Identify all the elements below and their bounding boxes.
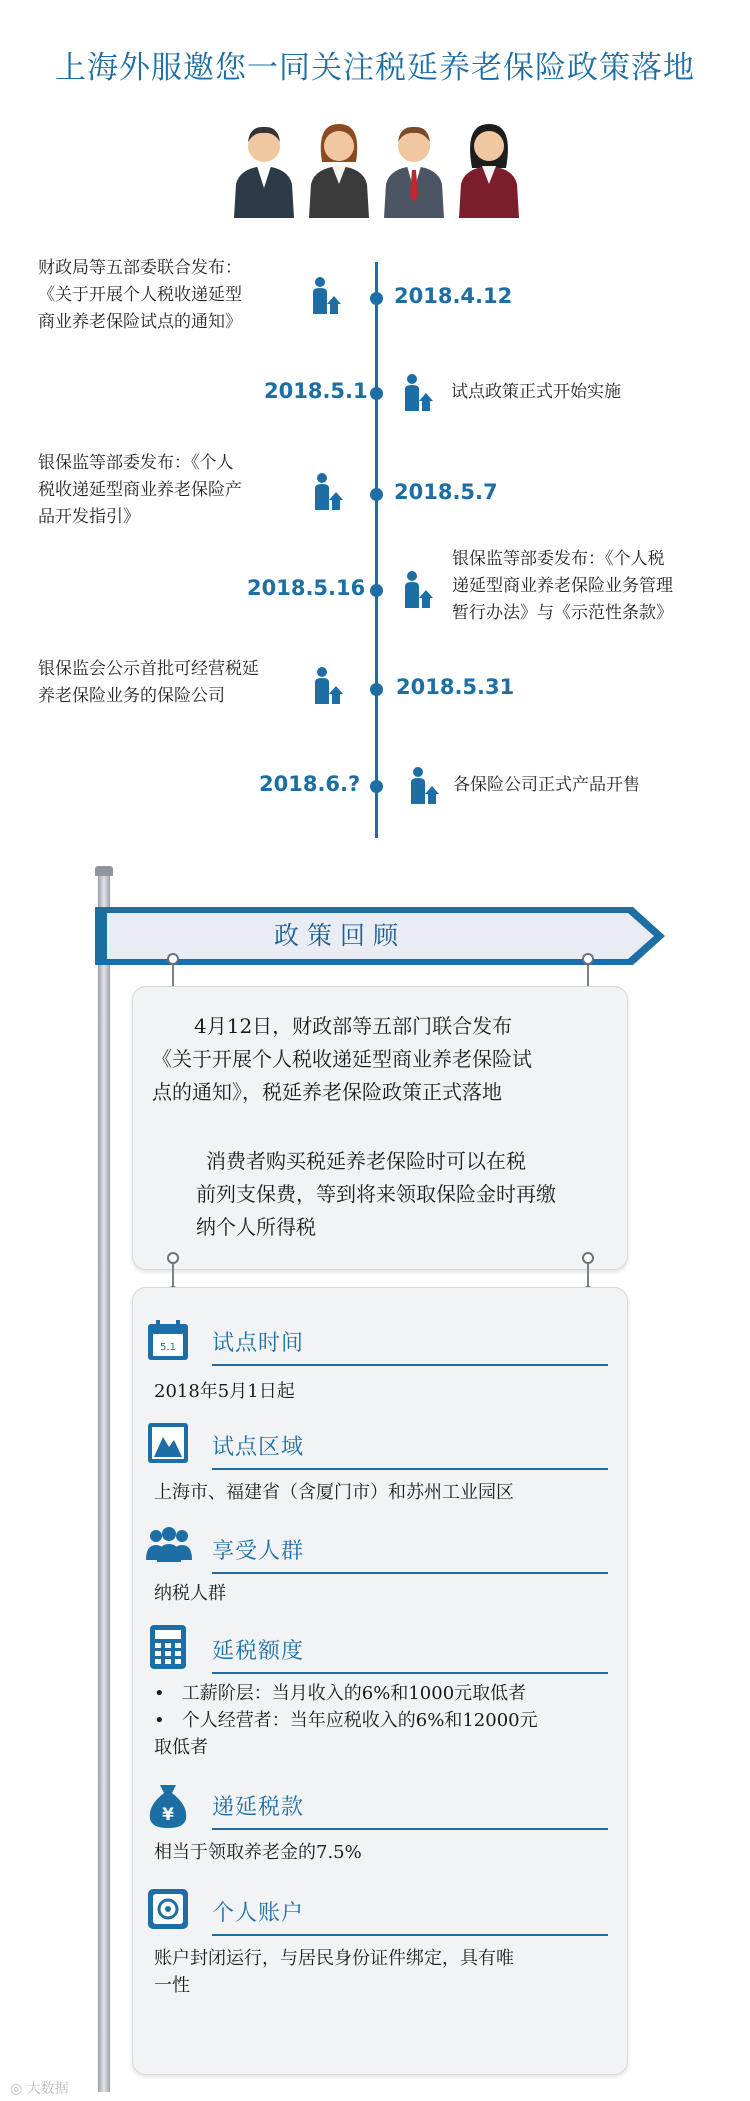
hanging-pin (167, 1252, 179, 1264)
people-up-icon (310, 276, 344, 316)
account-value: 账户封闭运行，与居民身份证件绑定，具有唯 一性 (154, 1948, 514, 1996)
timeline-date: 2018.5.31 (396, 675, 515, 699)
man-avatar-icon (234, 127, 294, 218)
svg-text:¥: ¥ (162, 1805, 174, 1825)
people-up-icon (402, 570, 436, 610)
deduction-bullet-self-employed: • 个人经营者：当年应税收入的6%和12000元 取低者 (154, 1710, 538, 1758)
people-up-icon (402, 373, 436, 413)
woman-black-hair-avatar-icon (459, 124, 519, 218)
timeline-event-text: 银保监等部委发布：《个人税 递延型商业养老保险业务管理 暂行办法》与《示范性条款》 (452, 549, 673, 623)
timeline-event-text: 财政局等五部委联合发布： 《关于开展个人税收递延型 商业养老保险试点的通知》 (38, 258, 242, 332)
businessman-avatar-icon (384, 127, 444, 218)
people-up-icon (408, 766, 442, 806)
mountain-icon (146, 1421, 190, 1465)
timeline-dot (370, 488, 383, 501)
timeline-event-text: 试点政策正式开始实施 (451, 382, 621, 402)
safe-icon (146, 1887, 190, 1931)
timeline-dot (370, 292, 383, 305)
review-paragraph-2: 消费者购买税延养老保险时可以在税 前列支保费，等到将来领取保险金时再缴 纳个人所得税 (196, 1149, 556, 1239)
section-title-deduction: 延税额度 (212, 1639, 305, 1664)
pilot-area-value: 上海市、福建省（含厦门市）和苏州工业园区 (154, 1482, 514, 1503)
section-divider (212, 1468, 608, 1470)
section-divider (212, 1828, 608, 1830)
section-title-deferred-tax: 递延税款 (212, 1795, 305, 1820)
hanging-pin (167, 953, 179, 965)
page-title: 上海外服邀您一同关注税延养老保险政策落地 (55, 50, 695, 86)
timeline-date: 2018.5.1 (264, 379, 368, 403)
timeline-dot (370, 683, 383, 696)
timeline-dot (370, 584, 383, 597)
beneficiaries-value: 纳税人群 (154, 1583, 226, 1604)
review-banner-title: 政策回顾 (273, 921, 406, 950)
signpost-pole (98, 866, 110, 2092)
timeline-date: 2018.5.16 (247, 576, 366, 600)
timeline-dot (370, 387, 383, 400)
group-icon (146, 1526, 192, 1562)
watermark-logo-icon: ◎ (10, 2081, 23, 2097)
section-title-beneficiaries: 享受人群 (212, 1539, 305, 1564)
section-title-pilot-time: 试点时间 (212, 1331, 305, 1356)
deferred-tax-value: 相当于领取养老金的7.5% (154, 1842, 362, 1863)
timeline-event-text: 各保险公司正式产品开售 (453, 775, 640, 795)
section-divider (212, 1672, 608, 1674)
section-divider (212, 1572, 608, 1574)
timeline-event-text: 银保监会公示首批可经营税延 养老保险业务的保险公司 (38, 659, 259, 706)
bullet-dot: • (154, 1683, 182, 1704)
calendar-icon (146, 1318, 190, 1362)
bullet-dot: • (154, 1710, 182, 1731)
section-divider (212, 1364, 608, 1366)
hanging-pin (582, 953, 594, 965)
calculator-icon (148, 1625, 188, 1669)
people-up-icon (312, 666, 346, 706)
people-illustration (226, 118, 526, 218)
signpost-pole-cap (95, 866, 113, 876)
svg-text:5.1: 5.1 (160, 1342, 176, 1353)
woman-avatar-icon (309, 124, 369, 218)
timeline-event-text: 银保监等部委发布：《个人 税收递延型商业养老保险产 品开发指引》 (38, 453, 242, 527)
timeline-date: 2018.5.7 (394, 480, 498, 504)
deduction-bullet-salaried: • 工薪阶层：当月收入的6%和1000元取低者 (154, 1683, 527, 1704)
timeline-dot (370, 780, 383, 793)
watermark: ◎ 大数据 (10, 2081, 69, 2097)
timeline-axis (375, 262, 378, 838)
money-bag-icon (146, 1781, 190, 1829)
hanging-pin (582, 1252, 594, 1264)
section-divider (212, 1934, 608, 1936)
section-title-pilot-area: 试点区域 (212, 1435, 305, 1460)
review-paragraph-1: 4月12日，财政部等五部门联合发布 《关于开展个人税收递延型商业养老保险试 点的通知》，税延养老保险政策正式落地 (152, 1014, 532, 1104)
pilot-time-value: 2018年5月1日起 (154, 1381, 295, 1402)
timeline-date: 2018.6.? (259, 772, 361, 796)
people-up-icon (312, 472, 346, 512)
timeline-date: 2018.4.12 (394, 284, 513, 308)
section-title-account: 个人账户 (212, 1901, 305, 1926)
